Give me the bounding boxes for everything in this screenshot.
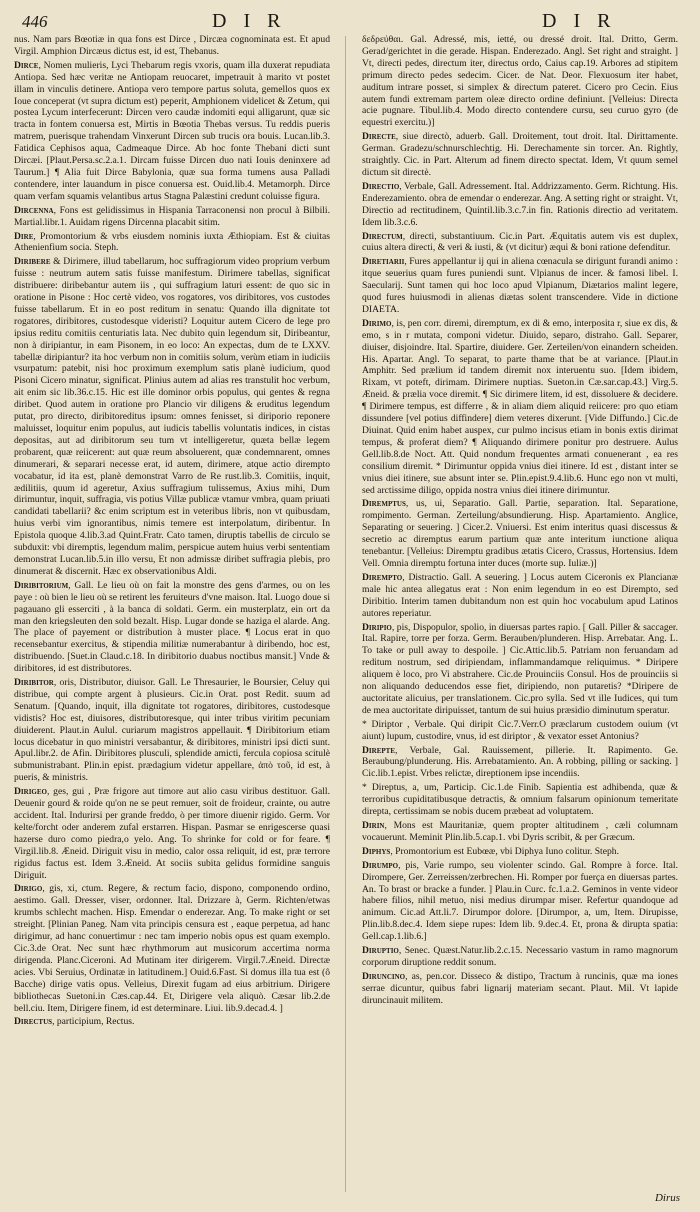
entry-headword: Diremptus xyxy=(362,498,406,510)
entry-text: , Mons est Mauritaniæ, quem propter altitudinem , cæli columnam vocauerunt. Meminit Plin.lib.5.cap.1. vbi Dyris scribit, & per Græcum. xyxy=(362,820,678,843)
column-divider xyxy=(345,36,346,1192)
entry-headword: Dirigo xyxy=(14,883,43,895)
page-header xyxy=(22,10,682,36)
entry-text: , oris, Distributor, diuisor. Gall. Le Thresaurier, le Boursier, Celuy qui distribue, qui compte argent à plusieurs. Cic.in Orat. post Redit. suum ad Senatum. [Quando, inquit, illa dignitate tot rogatores, diribitores, custodesque vidistis? Hoc est, diuisores, distributoresque, qui inter tribus viritim pecuniam diuiderent. Plaut.in Aulul. curiarum magistros appellauit. ¶ Diribitorium etiam locus dicebatur in quo ministri versabantur, & diribitores, ministri ipsi dicti sunt. Apul.libr.2. de Afin. Diribitores plusculi, splendide amicti, fercula copiosa scitulè submunistrabant. Plin.in epist. prædagium videtur appellare, ἀπὸ τοῦ, id est, à pueris, & ministris. xyxy=(14,677,330,784)
dictionary-entry xyxy=(14,1016,330,1028)
entry-headword: Dirigeo xyxy=(14,786,47,798)
entry-headword: Diripio xyxy=(362,621,392,633)
entry-text: , Gall. Le lieu où on fait la monstre des gens d'armes, ou on les paye : où bien le lieu où se retirent les feruiteurs d'vne maison. Ital. Luogo doue si pagauano gli esserciti , à la banca di soldati. Germ. ein musterplatz, ein ort da man den kriegsleuten den sold bezalt. Hisp. Lugar donde se haziga el alarde. Ang. The place of payement or distribution à muster place. ¶ Locus erat in quo recensebantur exercitus, & stipendia militiæ numerabantur à diribendo, hoc est, distribuendo. [Suet.in Claud.c.18. In diribitorio duabus noctibus mansit.] Vnde & diribitores, id est distributores. xyxy=(14,579,330,675)
right-column xyxy=(362,34,678,1194)
dictionary-entry xyxy=(362,256,678,316)
entry-headword: Dirempto xyxy=(362,571,403,583)
dictionary-entry xyxy=(362,745,678,781)
dictionary-entry xyxy=(14,205,330,229)
entry-text: , Promontorium est Eubœæ, vbi Diphya Iuno colitur. Steph. xyxy=(390,845,619,857)
entry-text: , Promontorium & vrbs eiusdem nominis iuxta Æthiopiam. Est & ciuitas Athenienfium socia. Steph. xyxy=(14,230,330,254)
dictionary-entry xyxy=(14,256,330,577)
dictionary-entry xyxy=(14,60,330,203)
dictionary-entry xyxy=(14,34,330,58)
dictionary-entry xyxy=(14,580,330,675)
entry-text: , as, pen.cor. Disseco & distipo, Tractum à runcinis, quæ ma iones serrae dicuntur, quibus fabri lignarij materiam secant. Plaut. Mil. Vt lapide diruncinauit militem. xyxy=(362,970,678,1006)
page-number: 446 xyxy=(22,12,48,31)
dictionary-entry xyxy=(362,318,678,497)
entry-text: , directi, substantiuum. Cic.in Part. Æquitatis autem vis est duplex, cuius altera directi, & veri & iusti, & (vt dicitur) æqui & boni ratione defenditur. xyxy=(362,230,678,254)
entry-headword: Directio xyxy=(362,180,400,192)
dictionary-entry xyxy=(14,231,330,255)
dictionary-entry xyxy=(14,883,330,1014)
entry-text: , Senec. Quæst.Natur.lib.2.c.15. Necessario vastum in ramo magnorum corporum diruptione reddit sonum. xyxy=(362,945,678,968)
entry-text: , ges, gui , Præ frigore aut timore aut alio casu viribus destituor. Gall. Deuenir gourd & roide qu'on ne se peut remuer, soit de froideur, crainte, ou autre accident. Ital. Indurirsi per grande freddo, ò per timore diuenir rigido. Germ. Vor kelte/forcht oder anderem zufal erstarren. Hispan. Pasmar se enrigescerse quasi hazerse duro como piedra,o yelo. Ang. To shrinke for cold or for feare. ¶ Virgil.lib.8. Æneid. Diriguit visu in medio, calor ossa reliquit, id est, præ terrore rigidus factus est. Idem 3.Æneid. At sociis subita gelidus formidine sanguis Diriguit. xyxy=(14,786,330,881)
entry-headword: Dirumpo xyxy=(362,859,399,871)
entry-text: , us, ui, Separatio. Gall. Partie, separation. Ital. Separatione, rompimento. German. Zerteilung/absundierung. Hisp. Apartamiento. Anglice, Separating or seuering. ] Cicer.2. Vniuersi. Est enim interitus quasi discessus & secretio ac diremptus earum partium quæ ante interitum iunctione aliqua tenebantur. [Velleius: Diremptu gradibus ætatis Cicero, Crassus, Hortensius. Idem Vell. Omnia diremptu fortuna inter duces (morte sup. Iuliæ.)] xyxy=(362,498,678,569)
dictionary-entry xyxy=(362,945,678,969)
entry-text: , pis, Varie rumpo, seu violenter scindo. Gal. Rompre à force. Ital. Dirompere, Ger. Zerreissen/zerbrechen. Hi. Romper por fuerça en diuersas partes. An. To brast or bracke a funder. ] Plau.in Curc. fc.1.a.2. Geminos in vente videor habere filios, nihil metuo, nisi medius dirumpar miser. Refertur quandoque ad animum. Cic.ad Att.li.7. Dirumpor dolore. [Dirumpor, a, um, Item. Dirupisse, Plin.lib.8.dec.4. Idem siepe rupes: Idem lib. 9.dec.4. Et, prona & dirupta spatia: Gell.cap.1.lib.6.] xyxy=(362,859,678,943)
entry-text: , participium, Rectus. xyxy=(52,1016,135,1028)
dictionary-entry xyxy=(362,622,678,717)
entry-text: nus. Nam pars Bœotiæ in qua fons est Dirce , Dircæa cognominata est. Et apud Virgil. Amphion Dircæus dictus est, id est, Thebanus. xyxy=(14,34,330,57)
dictionary-entry xyxy=(362,971,678,1007)
entry-text: , is, pen corr. diremi, diremptum, ex di & emo, interposita r, siue ex dis, & emo, s in r mutata, componi videtur. Diuido, separo, distraho. Gall. Separer, diuiser, disjoindre. Ital. Spartire, diuidere. Ger. Zerteilen/von einandern scheiden. His. Apartar. Angl. To separat, to parte thame that be at variance. [Plaut.in Amphitr. Sed prælium id tandem diremit nox interuentu suo. [Idem ibidem, Rixam, vt poteft, dirimam. Dirimere nuptias. Sueton.in Cæ.sar.cap.43.] Virg.5. Æneid. & prælia voce diremit. ¶ Sic dirimere litem, id est, dissoluere & decidere. ¶ Dirimere tempus, est differre , & in aliam diem aliquid reiicere: pro quo etiam dissundere [vel potius diffindere] diem veteres dixerunt. [Vide Diffundo.] Cic.de Diuinat. Quid enim habet auspex, cur pulmo incisus etiam in bonis extis dirimat tempus, & proferat diem? ¶ Aliquando dirimere ponitur pro destruere. Aulus Gell.lib.8.de Noct. Att. Quid nondum frequentes armati conuenerant , ea res consilium diremit. * Dirimuntur oppida vnius diei itinere. Id est , distant inter se vnius diei itinere, sue absunt inter se. Plin.epist.9.4.lib.6. Hunc ego non vt multi, sed arctissime diligo, oppida nostra vnius diei itinere dirimuntur. xyxy=(362,317,678,496)
dictionary-entry xyxy=(362,34,678,129)
entry-text: , Distractio. Gall. A seuering. ] Locus autem Ciceronis ex Plancianæ male hic antea allegatus erat : Non enim legendum in eo est Dirempto, sed Diribitio. Interim tamen dubitandum non est quin hoc vocabulum apud Latinos autores reperiatur. xyxy=(362,571,678,619)
entry-text: , Nomen mulieris, Lyci Thebarum regis vxoris, quam illa duxerat repudiata Antiopa. Sed hæc veritæ ne Antiopam reuocaret, impetrauit à marito vt postet illam in vinculis detinere. Antiopa vero tempore partus soluta, gemellos quos ex Ioue conceperat (vt supra dictum est) peperit, Amphionem videlicet & Zetum, qui postea Lycum interfecerunt: Dircen vero caudæ indomiti equi alligarunt, quæ sic tracta in fontem conuersa est, Mirtis in Bœotia Thebas versus. Tu reddis pueris matrem, puerisque trahendam Vinxerunt Dircen sub trucis ora bouis. Lucan.lib.3. Fatidica Cephisos aqua, Cadmeaque Dirce. Ab hoc fonte Thebani dicti sunt Dircæi. [Plaut.Persa.sc.2.a.1. Dircam fuisse Dircen duo nati Iouis deninxere ad Taurum.] ¶ Alia fuit Dirce Babylonia, quæ sua forma tumens ausa Palladi contendere, inter lauandum in pisce conuersa est. Ouid.lib.4. Metamorph. Dirce quam verfam squamis velantibus artus Stagna Palæstini credunt coluisse figura. xyxy=(14,59,330,202)
dictionary-entry xyxy=(14,677,330,784)
dictionary-entry xyxy=(362,860,678,943)
dictionary-entry xyxy=(362,820,678,844)
entry-headword: Diribere xyxy=(14,256,51,268)
entry-headword: Diretiarii xyxy=(362,256,405,268)
catchword: Dirus xyxy=(654,1192,680,1204)
entry-text: δεδρεύθαι. Gal. Adressé, mis, ietté, ou dressé droit. Ital. Dritto, Germ. Gerad/gerichtet in die gerade. Hispan. Enderezado. Angl. Set right and straight. ] Vt, directi pedes, directum iter, directus ordo, Caius cap.19. Arbores ad stipitem primum directo pedes sedecim. Cicer. de Nat. Deor. Flexuosum iter habet, auditum intrare posset, si simplex & directum pateret. Cicero pro Cecin. Eius autem fundi extremam partem oleæ directo ordine definiunt. [Velleius: Directa acie pugnare. Tibul.lib.4. Modo directo contendere cursu, seu curuo gyro (de equestri exercitu.)] xyxy=(362,34,678,129)
entry-text: , pis, Dispopulor, spolio, in diuersas partes rapio. [ Gall. Piller & saccager. Ital. Rapire, torre per forza. Germ. Berauben/plunderen. Hisp. Arrebatar. Ang. L. To take or pull away to despoile. ] Cic.Attic.lib.5. Patriam non feruandam ad reditum nostrum, sed diripiendam, inflammandamque reliquimus. * Diripere aliquem è loco, pro Vi abstrahere. Cic.de Prouinciis Consul. Hos de prouinciis si non aliquando deducendos esse fiet, diripiendo, non putaretis? *Diripere de auctoritate alicuius, per translationem. Cic.pro sylla. Sed vt ille Iudices, qui tum de mea auctoritate diripuisset, tantum de sui huius præsidio diminutum speratur. xyxy=(362,621,678,716)
entry-headword: Directe xyxy=(362,131,396,143)
entry-headword: Diruncino xyxy=(362,970,406,982)
entry-text: , Verbale, Gall. Adressement. Ital. Addrizzamento. Germ. Richtung. His. Enderezamiento. obra de emendar o enderezar. Ang. A setting right or straight. Vt, Directio ad rectitudinem, Quintil.lib.3.c.7.in fin. Rationis directio ad veritatem. Idem lib.3.c.6. xyxy=(362,180,678,228)
dictionary-entry xyxy=(14,786,330,881)
dictionary-entry xyxy=(362,498,678,569)
entry-headword: Dircenna xyxy=(14,204,54,216)
dictionary-entry xyxy=(362,846,678,858)
entry-text: , siue directò, aduerb. Gall. Droitement, tout droit. Ital. Dirittamente. German. Gradezu/schnurschlechtig. Hi. Derechamente sin torcer. An. Rightly, straightly. Cic. in Part. Alterum ad finem directo spectat. Idem, Vt quum semel dictum sit directè. xyxy=(362,131,678,178)
entry-text: * Direptus, a, um, Particip. Cic.1.de Finib. Sapientia est adhibenda, quæ & terroribus cupiditatibusque detractis, & omnium falsarum opinionum temeritate direpta, certissimam se nobis ducem præbeat ad voluptatem. xyxy=(362,782,678,818)
running-head-right: D I R xyxy=(542,10,617,32)
entry-headword: Direpte xyxy=(362,744,395,756)
entry-text: & Dirimere, illud tabellarum, hoc suffragiorum video proprium verbum fuisse : neutrum autem satis fuisse manifestum. Dirimere tabellas, significat distribuere: diribebantur autem iis , qui suffragium laturi essent: de quo sic in oratione in Pisone : Hoc certè video, vos rogatores, vos diribitores, vos custodes fuisse tabellarum. Et in eo post reditum in senatu: Quando illa dignitate tot rogatores, diribitores, custodesque videristi? Loquitur autem Cicero de lege pro ipsius reditu comitiis centuriatis lata. Nec dubito quin legendum sit, Diribeantur, non à diripiantur, in eam Pisonem, in eo loco: An expectas, dum de te LXXV. tabellæ diripiantur? ita hoc verbum non in comitiis solum, verùm etiam in iudiciis vsurpatum: patebit, nisi hoc proximum exemplum satis planè iudicium, quod Pisoni Cicero minatur, significat. Plinius autem ad alias res transtulit hoc verbum, ait enim sic lib.36.c.15. Hic est ille dominor orbis populus, qui gentes & regna diribet. Quod autem in oratione pro Plancio vir diligens & eruditus legendum putat, pro directo, diribitoreditus ipsum: omnes fenisset, si diriporio reponere maluisset, loquitur enim populus, aut iudicis tabellis voluntatis indices, in cistas depositas, aut ad diribitorum seu tum vt intelligeretur, quæta bellæ legem probarent, quæ reiicerent: aut quæ reum absoluerent, quæ condemnarent, omnes dinumerari, & separari necesse erat, id autem, dirimere, atque actio dirempto vocabatur, id ita est, planè demonstrat Varro de Re rust.lib.3. Comitiis, inquit, ædilitiis, quum id ageretur, Axius suffragium tulissemus, Axius mihi, Dum dirimuntur, inquit, suffragia, vis potius Villæ publicæ vtamur vmbra, quam priuati candidati tabellarii? &c enim scriptum est in veteribus libris, non vt quibusdam, huius verbi vim ignorantibus, nimis temere est interpolatum, diribentur. In Epistola quoque 4.lib.3.ad Quint.Fratr. Cato tamen, diruptis tabellis de circulo se subduxit: vbi diremptis, legendum malim, perspicue autem huius verbi sententiam demonstrat Lucan.lib.5.in illo versu, Et non admissæ diribet suffragia plebis, pro dinumerat & discernit. Hæc ex observationibus Aldi. xyxy=(14,256,330,577)
left-column xyxy=(14,34,330,1194)
dictionary-entry xyxy=(362,181,678,229)
dictionary-entry xyxy=(362,231,678,255)
entry-headword: Dire xyxy=(14,230,34,242)
entry-text: , Verbale, Gal. Rauissement, pillerie. It. Rapimento. Ge. Beraubung/plunderung. His. Arrebatamiento. An. A robbing, pilling or sacking. ] Cic.lib.1.epist. Vrbes relictæ, direptionem ipse incendiis. xyxy=(362,744,678,780)
entry-headword: Dirce xyxy=(14,59,39,71)
entry-headword: Diribitor xyxy=(14,677,54,689)
entry-headword: Directus xyxy=(14,1016,53,1028)
entry-headword: Diruptio xyxy=(362,945,399,957)
entry-text: * Diriptor , Verbale. Qui diripit Cic.7.Verr.O præclarum custodem ouium (vt aiunt) lupum, custodire, vnus, id est diriptor , & vexator esset Antonius? xyxy=(362,718,678,742)
entry-text: , gis, xi, ctum. Regere, & rectum facio, dispono, componendo ordino, aestimo. Gall. Dresser, viser, ordonner. Ital. Drizzare à, Germ. Richten/etwas krumbs schlecht machen. Hisp. Emendar o enderezar. Ang. To make right or set streight. [Plinian Paneg. Nam vita principis censura est , eaque perpetua, ad hanc dirigimur, ad hanc conuertimur : nec tam imperio nobis opus est quam exemplo. Cic.3.de Orat. Nec sunt hæc rhythmorum aut musicorum accertima norma dirigenda. Planc.Ciceroni. Ad Mutinam iter dirigerem. Virgil.7.Æneid. Directæ acies. Vbi Seruius, Ordinatæ in latitudinem.] Ouid.6.Fast. Si domus illa tua est (ô Bacche) dirige vatis opus. Velleius, Direxit fugam ad eius arbitrium. Dirigere bibliothecas Suetoni.in Cæs.cap.44. Et, Dirigere vela aliquò. Cæsar lib.2.de bell.ciu. Item, Dirigere finem, id est determinare. Liui. lib.9.decad.4. ] xyxy=(14,883,330,1014)
entry-headword: Diribitorium xyxy=(14,579,69,591)
entry-headword: Dirimo xyxy=(362,317,392,329)
entry-headword: Directum xyxy=(362,230,403,242)
entry-text: , Fons est gelidissimus in Hispania Tarraconensi non procul à Bilbili. Martial.libr.1. Auidam rigens Dircenna placabit sitim. xyxy=(14,204,330,228)
entry-text: , Fures appellantur ij qui in aliena cœnacula se dirigunt furandi animo : itque seuerius quam fures puniendi sunt. Vlpianus de incer. & famosi libel. I. Saecularij. Sunt tamen qui hoc loco apud Vlpianum, Diætarios malint legere, quod fures huiusmodi in alienas diætas solent transcendere. Vide in dictione DIAETA. xyxy=(362,256,678,315)
entry-headword: Dirin xyxy=(362,820,385,831)
dictionary-entry xyxy=(362,719,678,743)
dictionary-entry xyxy=(362,782,678,818)
dictionary-entry xyxy=(362,572,678,620)
entry-headword: Diphys xyxy=(362,845,391,857)
dictionary-entry xyxy=(362,131,678,179)
running-head-left: D I R xyxy=(212,10,287,32)
